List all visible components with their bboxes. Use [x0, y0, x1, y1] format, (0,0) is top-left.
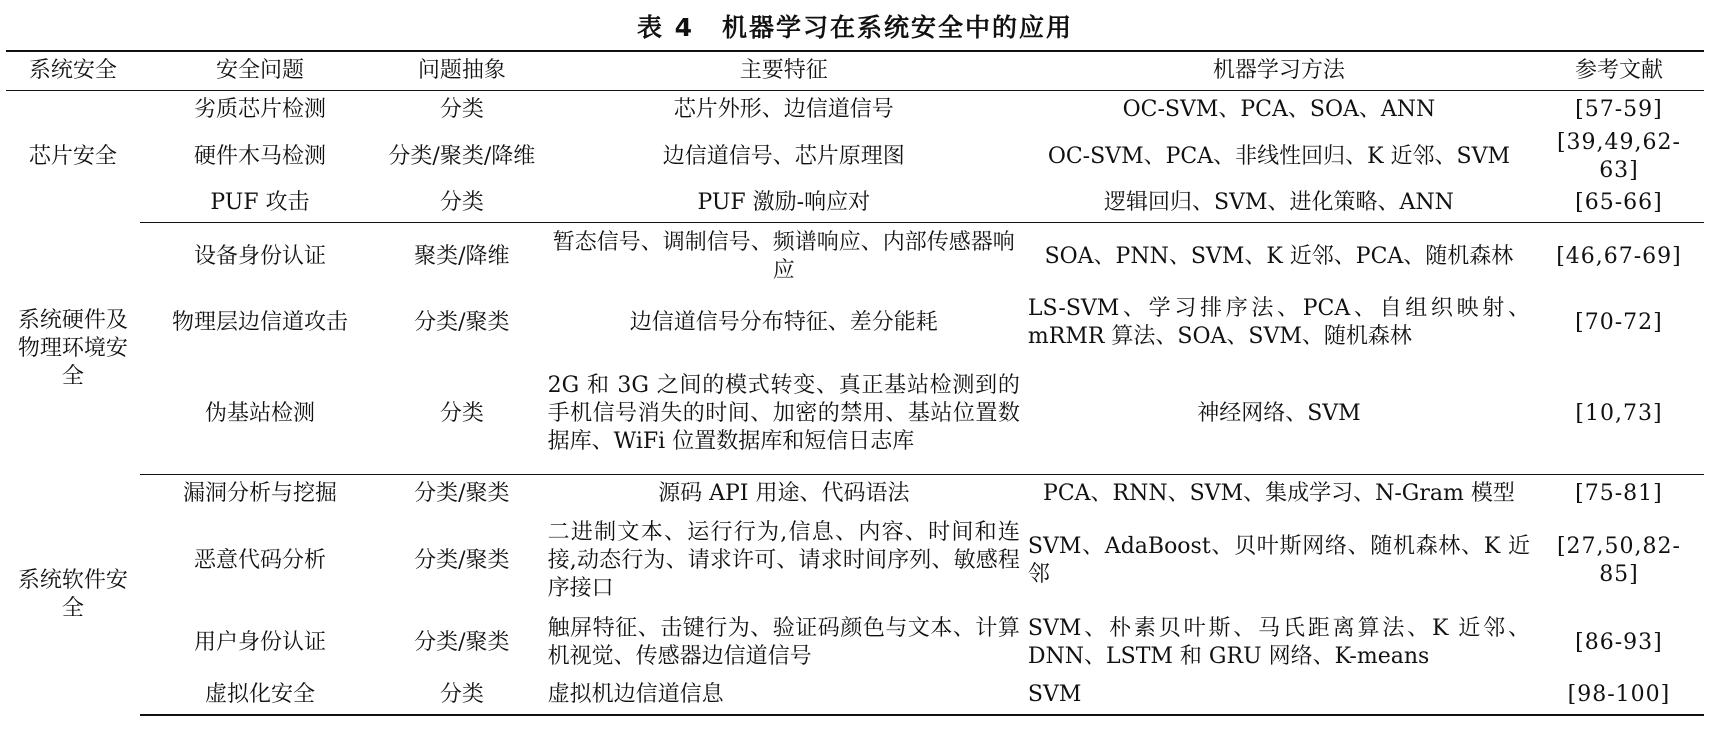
methods-cell: SVM、AdaBoost、贝叶斯网络、随机森林、K 近邻: [1027, 533, 1530, 587]
features-cell: 边信道信号、芯片原理图: [662, 143, 905, 169]
category-cell: 芯片安全: [28, 143, 117, 169]
methods-cell: 逻辑回归、SVM、进化策略、ANN: [1024, 185, 1534, 223]
problem-cell: 虚拟化安全: [140, 677, 380, 715]
header-problem-abstraction: 问题抽象: [380, 51, 544, 91]
table-row: [6, 609, 1704, 677]
abstraction-cell: 分类: [380, 355, 544, 475]
problem-cell: PUF 攻击: [140, 185, 380, 223]
refs-cell: [39,49,62-63]: [1556, 129, 1681, 183]
abstraction-cell: 分类: [439, 96, 484, 122]
header-references: 参考文献: [1534, 51, 1704, 91]
abstraction-cell: 聚类/降维: [414, 243, 510, 269]
abstraction-cell: 分类/聚类: [414, 309, 510, 335]
features-cell: 源码 API 用途、代码语法: [658, 480, 910, 506]
table-row: [6, 223, 1704, 291]
refs-cell: [57-59]: [1575, 96, 1663, 122]
refs-cell: [46,67-69]: [1556, 243, 1682, 269]
abstraction-cell: 分类/聚类/降维: [388, 143, 536, 169]
features-cell: PUF 激励-响应对: [544, 185, 1024, 223]
features-cell: 二进制文本、运行行为,信息、内容、时间和连接,动态行为、请求许可、请求时间序列、敏感程序接口: [547, 519, 1020, 601]
features-cell: 触屏特征、击键行为、验证码颜色与文本、计算机视觉、传感器边信道信号: [547, 615, 1020, 669]
refs-cell: [27,50,82-85]: [1556, 533, 1681, 587]
methods-cell: OC-SVM、PCA、非线性回归、K 近邻、SVM: [1047, 143, 1511, 169]
problem-cell: 伪基站检测: [140, 355, 380, 475]
methods-cell: PCA、RNN、SVM、集成学习、N-Gram 模型: [1043, 480, 1515, 506]
methods-cell: SOA、PNN、SVM、K 近邻、PCA、随机森林: [1044, 243, 1514, 269]
table-row: [6, 91, 1704, 129]
header-row: [6, 51, 1704, 91]
table-row: [6, 355, 1704, 475]
table-caption: [0, 8, 1710, 44]
refs-cell: [98-100]: [1534, 677, 1704, 715]
abstraction-cell: 分类/聚类: [414, 547, 510, 573]
methods-cell: OC-SVM、PCA、SOA、ANN: [1122, 96, 1436, 122]
methods-cell: 神经网络、SVM: [1024, 355, 1534, 475]
table-row: [6, 513, 1704, 609]
header-ml-methods: 机器学习方法: [1024, 51, 1534, 91]
table-row: [6, 475, 1704, 513]
methods-cell: LS-SVM、学习排序法、PCA、自组织映射、mRMR 算法、SOA、SVM、随机森林: [1027, 295, 1530, 349]
methods-cell: SVM、朴素贝叶斯、马氏距离算法、K 近邻、DNN、LSTM 和 GRU 网络、K-means: [1027, 615, 1530, 669]
refs-cell: [70-72]: [1575, 309, 1663, 335]
methods-cell: SVM: [1024, 677, 1534, 715]
header-security-problem: 安全问题: [140, 51, 380, 91]
features-cell: 边信道信号分布特征、差分能耗: [629, 309, 938, 335]
refs-cell: [10,73]: [1534, 355, 1704, 475]
features-cell: 芯片外形、边信道信号: [673, 96, 894, 122]
refs-cell: [86-93]: [1575, 629, 1663, 655]
problem-cell: 用户身份认证: [193, 629, 326, 655]
table-title: 机器学习在系统安全中的应用: [722, 13, 1074, 42]
header-system-security: 系统安全: [6, 51, 140, 91]
problem-cell: 劣质芯片检测: [193, 96, 326, 122]
table-row: [6, 129, 1704, 185]
problem-cell: 恶意代码分析: [193, 547, 326, 573]
problem-cell: 物理层边信道攻击: [171, 309, 348, 335]
table-number: 表 4: [636, 13, 695, 42]
problem-cell: 设备身份认证: [193, 243, 326, 269]
refs-cell: [65-66]: [1534, 185, 1704, 223]
header-main-features: 主要特征: [544, 51, 1024, 91]
table-row: [6, 185, 1704, 223]
abstraction-cell: 分类: [380, 677, 544, 715]
abstraction-cell: 分类/聚类: [414, 480, 510, 506]
features-cell: 虚拟机边信道信息: [544, 677, 1024, 715]
problem-cell: 硬件木马检测: [193, 143, 326, 169]
category-cell: 系统硬件及物理环境安全: [17, 307, 128, 389]
refs-cell: [75-81]: [1575, 480, 1663, 506]
category-cell: 系统软件安全: [17, 567, 128, 621]
problem-cell: 漏洞分析与挖掘: [182, 480, 337, 506]
table-row: [6, 677, 1704, 715]
table-row: [6, 291, 1704, 355]
features-cell: 暂态信号、调制信号、频谱响应、内部传感器响应: [552, 229, 1015, 283]
security-ml-table: [6, 50, 1704, 716]
features-cell: 2G 和 3G 之间的模式转变、真正基站检测到的手机信号消失的时间、加密的禁用、基站位置数据库、WiFi 位置数据库和短信日志库: [544, 355, 1024, 475]
abstraction-cell: 分类/聚类: [414, 629, 510, 655]
abstraction-cell: 分类: [380, 185, 544, 223]
